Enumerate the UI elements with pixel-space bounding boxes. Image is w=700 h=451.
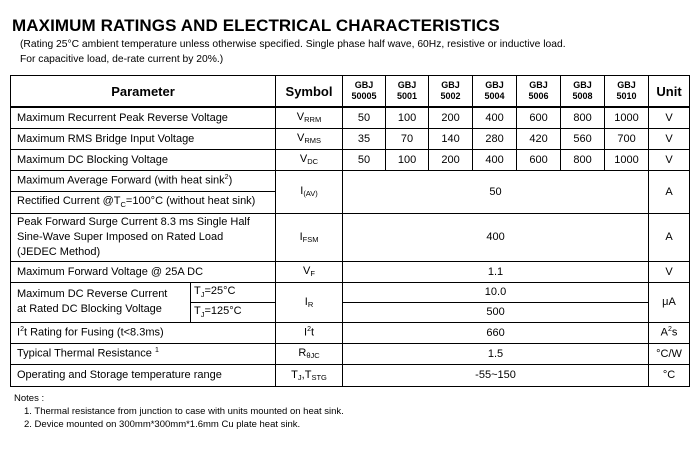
symbol-temp: $T_J,T_{STG}$	[276, 364, 343, 386]
param-iav-line1: Maximum Average Forward (with heat sink$^2$)	[11, 170, 276, 191]
value-cell: 1000	[605, 149, 649, 170]
table-row	[11, 261, 690, 282]
header-part-5008: GBJ 5008	[561, 76, 605, 108]
param-vrms: Maximum RMS Bridge Input Voltage	[11, 128, 276, 149]
unit-ifsm: A	[649, 213, 690, 261]
symbol-vf: $V_F$	[276, 261, 343, 282]
value-cell: 400	[473, 149, 517, 170]
value-cell: 400	[473, 107, 517, 128]
value-cell: 600	[517, 107, 561, 128]
value-cell: 100	[386, 149, 429, 170]
condition-tj-125: $T_J=125^\circ C$	[191, 302, 276, 322]
value-cell: 50	[343, 149, 386, 170]
value-vf: 1.1	[343, 261, 649, 282]
symbol-vrms: $V_{RMS}$	[276, 128, 343, 149]
header-parameter: Parameter	[11, 76, 276, 108]
unit-temp: °C	[649, 364, 690, 386]
param-iav-line2: Rectified Current $@T_C=100^\circ C$ (without heat sink)	[11, 191, 276, 213]
header-part-5002: GBJ 5002	[429, 76, 473, 108]
table-row	[11, 343, 690, 364]
symbol-vdc: $V_{DC}$	[276, 149, 343, 170]
header-unit: Unit	[649, 76, 690, 108]
unit-rth: °C/W	[649, 343, 690, 364]
table-row	[11, 107, 690, 128]
value-cell: 70	[386, 128, 429, 149]
value-ir-25: 10.0	[343, 282, 649, 302]
table-header-row	[11, 76, 690, 108]
value-temp: -55~150	[343, 364, 649, 386]
param-i2t: $I^2t$ Rating for Fusing (t<8.3ms)	[11, 322, 276, 343]
param-rth: Typical Thermal Resistance $^1$	[11, 343, 276, 364]
value-i2t: 660	[343, 322, 649, 343]
table-row	[11, 282, 690, 302]
notes-section	[14, 392, 344, 431]
param-vrrm: Maximum Recurrent Peak Reverse Voltage	[11, 107, 276, 128]
value-cell: 800	[561, 149, 605, 170]
param-vf: Maximum Forward Voltage @ 25A DC	[11, 261, 276, 282]
header-symbol: Symbol	[276, 76, 343, 108]
unit-ir: μA	[649, 282, 690, 322]
unit-cell: V	[649, 128, 690, 149]
value-cell: 700	[605, 128, 649, 149]
param-vdc: Maximum DC Blocking Voltage	[11, 149, 276, 170]
table-row	[11, 364, 690, 386]
note-2: 2. Device mounted on 300mm*300mm*1.6mm Cu plate heat sink.	[24, 419, 301, 430]
unit-cell: V	[649, 149, 690, 170]
value-cell: 140	[429, 128, 473, 149]
value-cell: 280	[473, 128, 517, 149]
value-iav: 50	[343, 170, 649, 213]
table-row	[11, 322, 690, 343]
header-part-50005: GBJ 50005	[343, 76, 386, 108]
symbol-rth: $R_{\theta JC}$	[276, 343, 343, 364]
condition-tj-25: $T_J=25^\circ C$	[191, 282, 276, 302]
value-rth: 1.5	[343, 343, 649, 364]
rating-note-line-1: (Rating 25°C ambient temperature unless otherwise specified. Single phase half wave, 60Hz, resistive or inductive load.	[20, 39, 566, 50]
value-cell: 200	[429, 107, 473, 128]
table-row	[11, 170, 690, 191]
note-1: 1. Thermal resistance from junction to case with units mounted on heat sink.	[24, 406, 344, 417]
unit-i2t: $A^2s$	[649, 322, 690, 343]
table-row	[11, 149, 690, 170]
value-cell: 100	[386, 107, 429, 128]
table-row	[11, 128, 690, 149]
symbol-vrrm: $V_{RRM}$	[276, 107, 343, 128]
unit-cell: V	[649, 107, 690, 128]
value-cell: 600	[517, 149, 561, 170]
value-cell: 200	[429, 149, 473, 170]
header-part-5001: GBJ 5001	[386, 76, 429, 108]
notes-heading: Notes :	[14, 393, 45, 404]
unit-vf: V	[649, 261, 690, 282]
value-cell: 560	[561, 128, 605, 149]
value-cell: 1000	[605, 107, 649, 128]
header-part-5004: GBJ 5004	[473, 76, 517, 108]
value-ifsm: 400	[343, 213, 649, 261]
ratings-table	[10, 75, 690, 387]
unit-iav: A	[649, 170, 690, 213]
value-cell: 420	[517, 128, 561, 149]
param-ifsm: Peak Forward Surge Current 8.3 ms Single Half Sine-Wave Super Imposed on Rated Load (JEDEC Method)	[11, 213, 276, 261]
symbol-ir: $I_R$	[276, 282, 343, 322]
rating-note-line-2: For capacitive load, de-rate current by 20%.)	[20, 54, 224, 65]
value-cell: 50	[343, 107, 386, 128]
header-part-5006: GBJ 5006	[517, 76, 561, 108]
table-row	[11, 213, 690, 261]
symbol-i2t: $I^2t$	[276, 322, 343, 343]
value-cell: 800	[561, 107, 605, 128]
value-ir-125: 500	[343, 302, 649, 322]
param-temp: Operating and Storage temperature range	[11, 364, 276, 386]
param-ir: Maximum DC Reverse Current at Rated DC Blocking Voltage	[11, 282, 191, 322]
value-cell: 35	[343, 128, 386, 149]
header-part-5010: GBJ 5010	[605, 76, 649, 108]
symbol-ifsm: $I_{FSM}$	[276, 213, 343, 261]
page-title: MAXIMUM RATINGS AND ELECTRICAL CHARACTERISTICS	[12, 16, 500, 35]
symbol-iav: $I_{(AV)}$	[276, 170, 343, 213]
